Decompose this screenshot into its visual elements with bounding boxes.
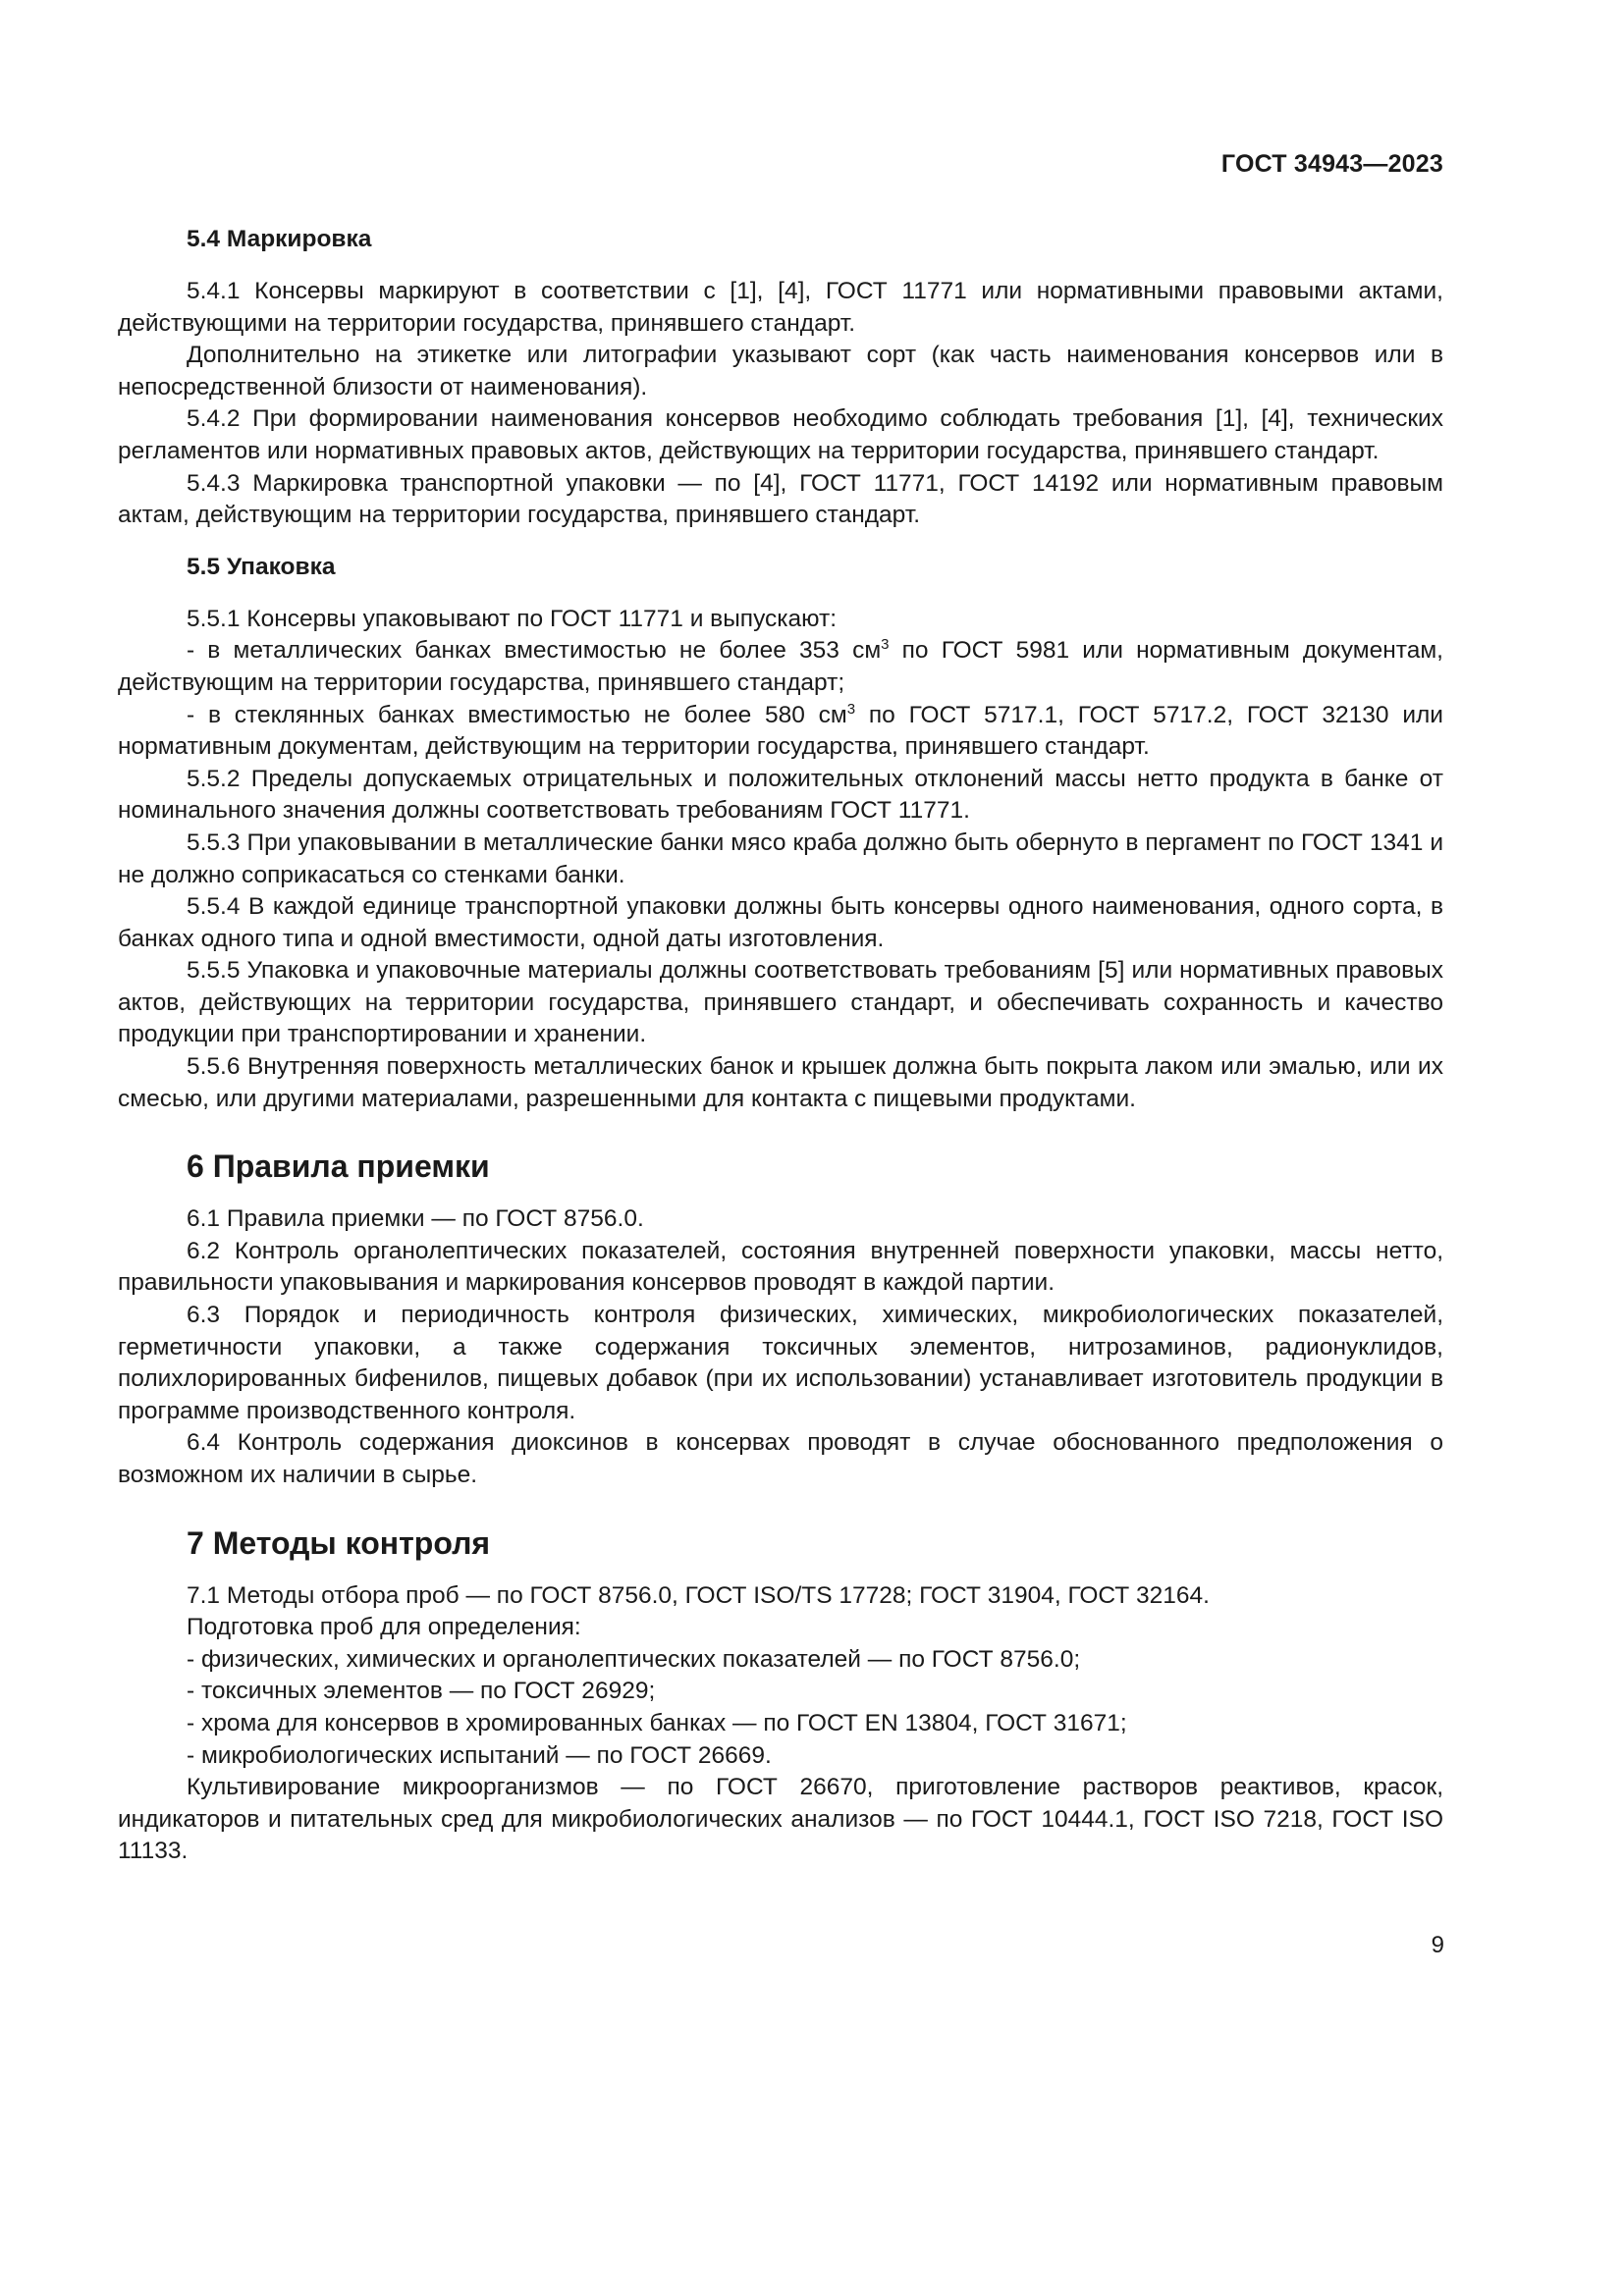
paragraph-5-4-2: 5.4.2 При формировании наименования консервов необходимо соблюдать требования [1], [4], технических регламентов или нормативных правовых актов, действующих на территории государства, принявшего стандарт. xyxy=(118,405,1443,464)
paragraph-6-2: 6.2 Контроль органолептических показателей, состояния внутренней поверхности упаковки, массы нетто, правильности упаковывания и маркирования консервов проводят в каждой партии. xyxy=(118,1237,1443,1297)
paragraph-5-5-6: 5.5.6 Внутренняя поверхность металлических банок и крышек должна быть покрыта лаком или эмалью, или их смесью, или другими материалами, разрешенными для контакта с пищевыми продуктами. xyxy=(118,1053,1443,1112)
subsection-title-5-4: 5.4 Маркировка xyxy=(187,226,372,252)
list-item-text: - в стеклянных банках вместимостью не более 580 см xyxy=(187,701,847,728)
paragraph-7-1-cultivation: Культивирование микроорганизмов — по ГОСТ 26670, приготовление растворов реактивов, красок, индикаторов и питательных сред для микробиологических анализов — по ГОСТ 10444.1, ГОСТ ISO 7218, ГОСТ ISO 11133. xyxy=(118,1774,1443,1865)
list-item-text: - в металлических банках вместимостью не более 353 см xyxy=(187,637,882,665)
paragraph-5-5-2: 5.5.2 Пределы допускаемых отрицательных и положительных отклонений массы нетто продукта в банке от номинального значения должны соответствовать требованиям ГОСТ 11771. xyxy=(118,765,1443,825)
superscript: 3 xyxy=(881,636,890,654)
superscript: 3 xyxy=(846,700,856,718)
paragraph-7-1: 7.1 Методы отбора проб — по ГОСТ 8756.0, ГОСТ ISO/TS 17728; ГОСТ 31904, ГОСТ 32164. xyxy=(187,1581,1210,1609)
list-item-text: по ГОСТ 5981 или нормативным документам, действующим на территории государства, принявшего стандарт; xyxy=(118,637,1443,696)
paragraph-5-5-5: 5.5.5 Упаковка и упаковочные материалы должны соответствовать требованиям [5] или нормативных правовых актов, действующих на территории государства, принявшего стандарт, и обеспечивать сохранность и качество продукции при транспортировании и хранении. xyxy=(118,957,1443,1048)
paragraph-5-5-4: 5.5.4 В каждой единице транспортной упаковки должны быть консервы одного наименования, одного сорта, в банках одного типа и одной вместимости, одной даты изготовления. xyxy=(118,893,1443,952)
subsection-title-5-5: 5.5 Упаковка xyxy=(187,553,336,580)
paragraph-5-4-1: 5.4.1 Консервы маркируют в соответствии с [1], [4], ГОСТ 11771 или нормативными правовыми актами, действующими на территории государства, принявшего стандарт. xyxy=(118,278,1443,337)
paragraph-6-3: 6.3 Порядок и периодичность контроля физических, химических, микробиологических показателей, герметичности упаковки, а также содержания токсичных элементов, нитрозаминов, радионуклидов, полихлорированных бифенилов, пищевых добавок (при их использовании) устанавливает изготовитель продукции в программе производственного контроля. xyxy=(118,1302,1443,1424)
list-item-microbiological: - микробиологических испытаний — по ГОСТ 26669. xyxy=(187,1741,772,1769)
paragraph-5-4-1-extra: Дополнительно на этикетке или литографии указывают сорт (как часть наименования консервов или в непосредственной близости от наименования). xyxy=(118,342,1443,400)
list-item-chromium: - хрома для консервов в хромированных банках — по ГОСТ EN 13804, ГОСТ 31671; xyxy=(187,1709,1127,1736)
section-title-7: 7 Методы контроля xyxy=(187,1524,491,1561)
list-item-text: по ГОСТ 5717.1, ГОСТ 5717.2, ГОСТ 32130 или нормативным документам, действующим на территории государства, принявшего стандарт. xyxy=(118,701,1443,761)
paragraph-5-4-3: 5.4.3 Маркировка транспортной упаковки — по [4], ГОСТ 11771, ГОСТ 14192 или нормативным правовым актам, действующим на территории государства, принявшего стандарт. xyxy=(118,469,1443,529)
list-item-physical: - физических, химических и органолептических показателей — по ГОСТ 8756.0; xyxy=(187,1645,1081,1673)
document-code: ГОСТ 34943—2023 xyxy=(1220,150,1443,178)
list-item-glass-jars xyxy=(118,700,1443,764)
list-item-metal-cans xyxy=(118,635,1443,699)
page-number: 9 xyxy=(1431,1932,1444,1958)
paragraph-6-1: 6.1 Правила приемки — по ГОСТ 8756.0. xyxy=(187,1205,644,1233)
list-item-toxic: - токсичных элементов — по ГОСТ 26929; xyxy=(187,1678,656,1705)
paragraph-7-1-prep: Подготовка проб для определения: xyxy=(187,1614,581,1641)
document-body xyxy=(118,224,1443,1868)
paragraph-5-5-3: 5.5.3 При упаковывании в металлические банки мясо краба должно быть обернуто в пергамент по ГОСТ 1341 и не должно соприкасаться со стенками банки. xyxy=(118,828,1443,888)
paragraph-5-5-1: 5.5.1 Консервы упаковывают по ГОСТ 11771 и выпускают: xyxy=(187,605,838,632)
section-title-6: 6 Правила приемки xyxy=(187,1148,490,1185)
paragraph-6-4: 6.4 Контроль содержания диоксинов в консервах проводят в случае обоснованного предположения о возможном их наличии в сырье. xyxy=(118,1429,1443,1488)
